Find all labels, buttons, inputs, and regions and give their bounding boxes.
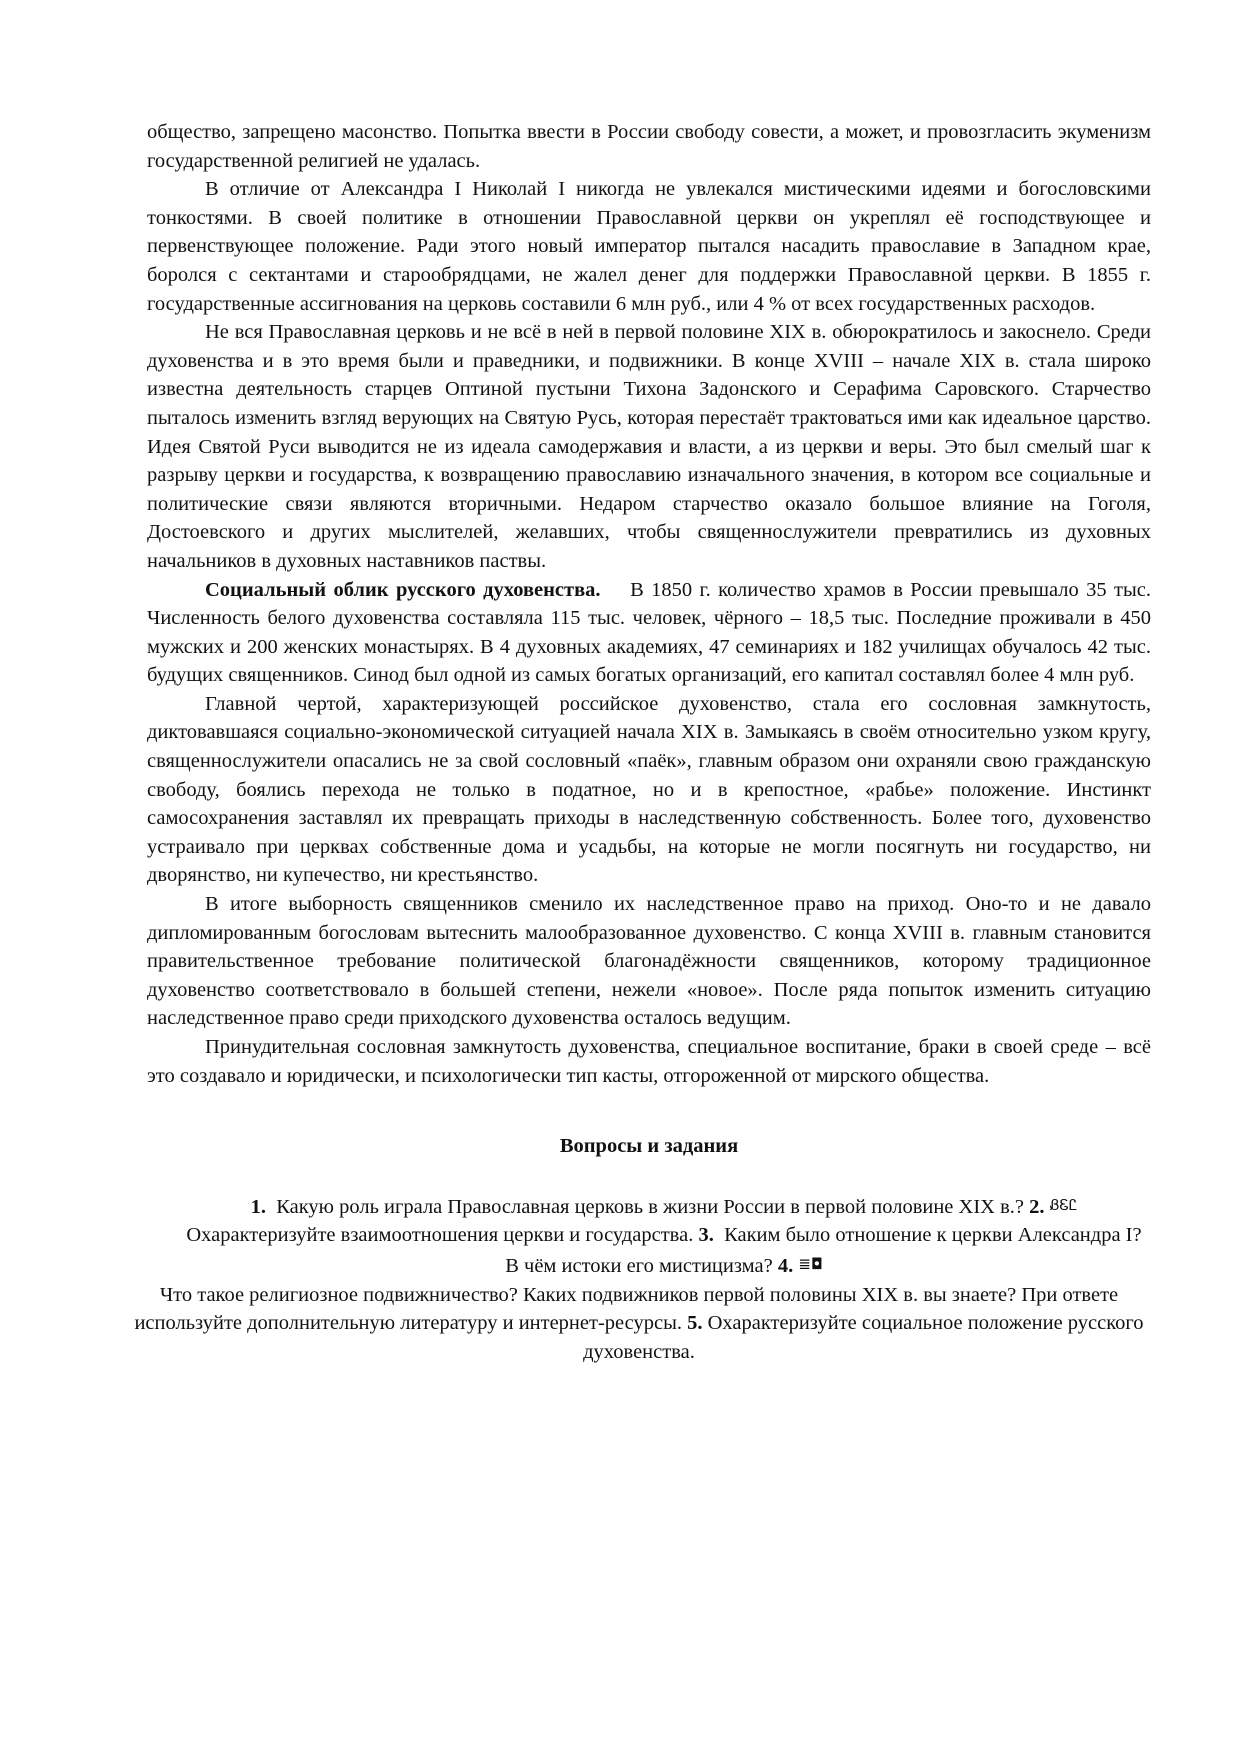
question-4-text: Что такое религиозное подвижничество? Каких подвижников первой половины XIX в. вы знаете? При ответе используйте дополнительную литературу и интернет-ресурсы. xyxy=(134,1283,1119,1335)
question-3-text: Каким было отношение к церкви Александра I? В чём истоки его мистицизма? xyxy=(505,1224,1142,1277)
question-2-number: 2. xyxy=(1029,1195,1045,1218)
paragraph-7: Принудительная сословная замкнутость духовенства, специальное воспитание, браки в своей среде – всё это создавало и юридически, и психологически тип касты, отгороженной от мирского общества. xyxy=(147,1036,1151,1087)
paragraph-2: В отличие от Александра I Николай I никогда не увлекался мистическими идеями и богословскими тонкостями. В своей политике в отношении Православной церкви он укреплял её господствующее и первенствующее положение. Ради этого новый император пытался насадить православие в Западном крае, боролся с сектантами и старообрядцами, не жалел денег для поддержки Православной церкви. В 1855 г. государственные ассигнования на церковь составили 6 млн руб., или 4 % от всех государственных расходов. xyxy=(147,178,1151,315)
paragraph-1: общество, запрещено масонство. Попытка ввести в России свободу совести, а может, и провозгласить экуменизм государственной религией не удалась. xyxy=(147,121,1151,172)
question-5-number: 5. xyxy=(687,1312,703,1335)
section-lead-paragraph xyxy=(147,576,1151,690)
question-1-number: 1. xyxy=(250,1195,266,1218)
section-lead-text: В 1850 г. количество храмов в России превышало 35 тыс. Численность белого духовенства составляла 115 тыс. человек, чёрного – 18,5 тыс. Последние проживали в 450 мужских и 200 женских монастырях. В 4 духовных академиях, 47 семинариях и 182 училищах обучалось 42 тыс. будущих священников. Синод был одной из самых богатых организаций, его капитал составлял более 4 млн руб. xyxy=(147,578,1152,687)
question-2 xyxy=(147,1221,1151,1280)
paragraph-6: В итоге выборность священников сменило их наследственное право на приход. Оно-то и не давало дипломированным богословам вытеснить малообразованное духовенство. С конца XVIII в. главным становится правительственное требование политической благонадёжности священников, которому традиционное духовенство соответствовало в большей степени, нежели «новое». После ряда попыток изменить ситуацию наследственное право среди приходского духовенства осталось ведущим. xyxy=(147,893,1151,1030)
question-5-text: Охарактеризуйте социальное положение русского духовенства. xyxy=(583,1312,1144,1363)
question-1 xyxy=(147,1191,1151,1222)
paragraph-5: Главной чертой, характеризующей российское духовенство, стала его сословная замкнутость, диктовавшаяся социально-экономической ситуацией начала XIX в. Замыкаясь в своём относительно узком кругу, священнослужители опасались не за свой сословный «паёк», главным образом они охраняли свою гражданскую свободу, боялись перехода не только в податное, но и в крепостное, «рабье» положение. Инстинкт самосохранения заставлял их превращать приходы в наследственную собственность. Более того, духовенство устраивало при церквах собственные дома и усадьбы, на которые не могли посягнуть ни государство, ни дворянство, ни купечество, ни крестьянство. xyxy=(147,692,1151,887)
paragraph-3: Не вся Православная церковь и не всё в ней в первой половине XIX в. обюрократилось и закоснело. Среди духовенства и в это время были и праведники, и подвижники. В конце XVIII – начале XIX в. стала широко известна деятельность старцев Оптиной пустыни Тихона Задонского и Серафима Саровского. Старчество пыталось изменить взгляд верующих на Святую Русь, которая перестаёт трактоваться ими как идеальное царство. Идея Святой Руси выводится не из идеала самодержавия и власти, а из церкви и веры. Это был смелый шаг к разрыву церкви и государства, к возвращению православию изначального значения, в котором все социальные и политические связи являются вторичными. Недаром старчество оказало большое влияние на Гоголя, Достоевского и других мыслителей, желавших, чтобы священнослужители превратились из духовных начальников в духовных наставников паствы. xyxy=(147,321,1151,572)
question-1-text: Какую роль играла Православная церковь в жизни России в первой половине XIX в.? xyxy=(276,1195,1024,1218)
section-heading: Социальный облик русского духовенства. xyxy=(205,578,601,601)
questions-list xyxy=(134,1191,1151,1367)
question-3-number: 3. xyxy=(698,1224,714,1247)
question-4 xyxy=(117,1281,1161,1367)
question-4-number: 4. xyxy=(777,1254,794,1277)
question-2-text: Охарактеризуйте взаимоотношения церкви и государства. xyxy=(186,1224,694,1247)
question-2-glyph: ᏰᏋᏝ xyxy=(1049,1195,1078,1214)
document-page xyxy=(134,118,1152,1366)
question-4-glyph: ≣◘ xyxy=(798,1254,823,1273)
questions-title: Вопросы и задания xyxy=(559,1135,739,1158)
